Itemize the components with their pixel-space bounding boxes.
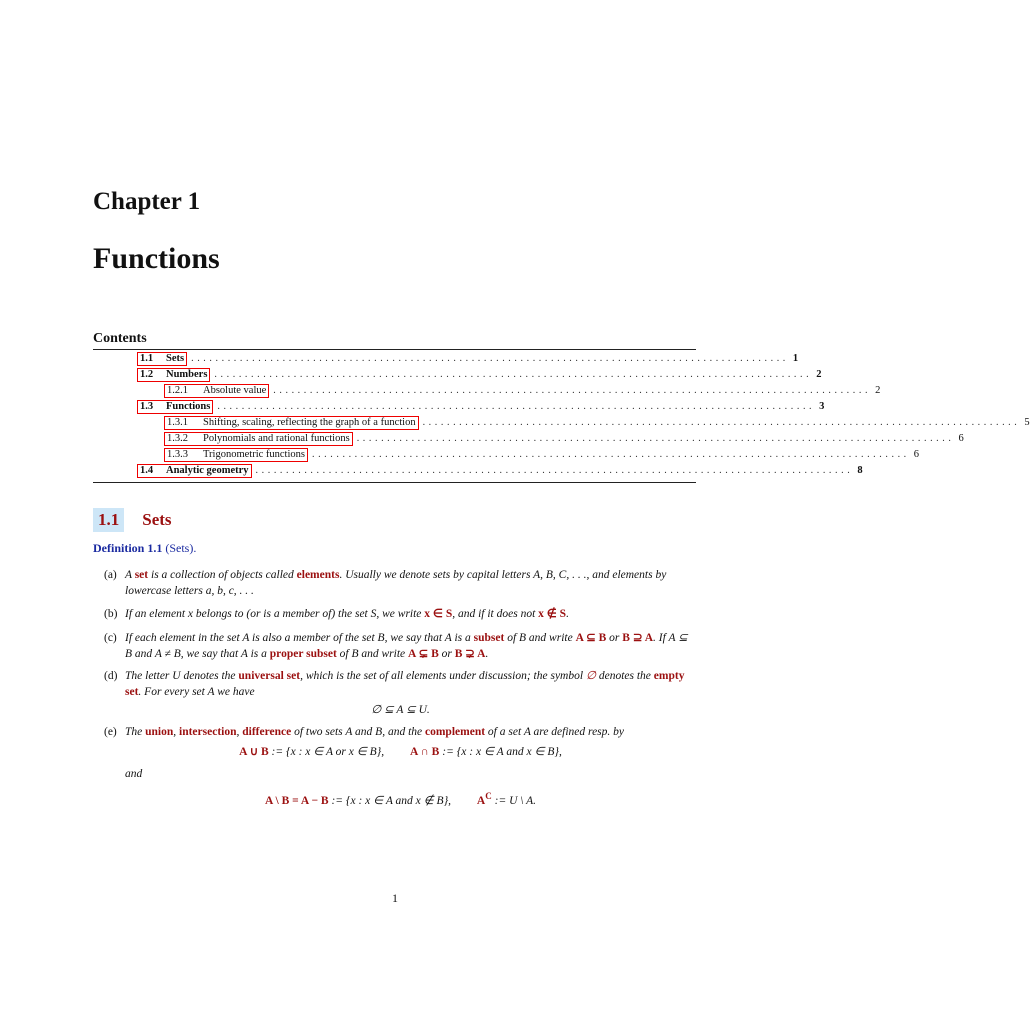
definition-label: Definition 1.1 xyxy=(93,541,163,555)
toc-link[interactable]: 1.2 Numbers xyxy=(137,368,210,382)
item-text: If each element in the set A is also a member of the set B, we say that A is a subset of B and write A ⊆ B or B ⊇ A. If A ⊆ B and A ≠ B, we say that A is a proper subset of B and write A ⊊ B or B ⊋ A. xyxy=(125,632,688,660)
toc-entry[interactable] xyxy=(137,367,822,382)
toc-page-number: 6 xyxy=(958,433,964,444)
toc-leader-dots: .................................................................................................. xyxy=(217,401,816,412)
section-title: Sets xyxy=(142,510,172,529)
display-equation: ∅ ⊆ A ⊆ U. xyxy=(371,704,430,716)
toc-page-number: 5 xyxy=(1024,417,1030,428)
section-number: 1.1 xyxy=(93,508,124,532)
item-label: (d) xyxy=(104,670,118,682)
definition-item-e xyxy=(104,724,697,809)
toc-entry[interactable] xyxy=(164,383,881,398)
toc-entry[interactable] xyxy=(137,351,799,366)
toc-link[interactable]: 1.3.2 Polynomials and rational functions xyxy=(164,432,353,446)
toc-leader-dots: .................................................................................................. xyxy=(214,369,813,380)
toc-leader-dots: .................................................................................................. xyxy=(356,433,955,444)
definition-heading xyxy=(93,541,196,556)
section-heading xyxy=(93,508,172,532)
toc-leader-dots: .................................................................................................. xyxy=(191,353,789,364)
toc-page-number: 2 xyxy=(816,369,822,380)
item-label: (c) xyxy=(104,632,117,644)
toc-leader-dots: .................................................................................................. xyxy=(422,417,1021,428)
item-text: and xyxy=(125,768,143,780)
toc-entry[interactable] xyxy=(137,463,863,478)
definition-item-d xyxy=(104,668,697,718)
definition-item-c xyxy=(104,630,697,662)
display-equation: A \ B = A − B := {x : x ∈ A and x ∉ B}, $A^C$ := U \ A. xyxy=(264,791,537,807)
item-label: (b) xyxy=(104,608,118,620)
item-label: (e) xyxy=(104,726,117,738)
display-equation: A ∪ B := {x : x ∈ A or x ∈ B}, A ∩ B := {x : x ∈ A and x ∈ B}, xyxy=(239,746,562,758)
definition-name: (Sets). xyxy=(165,541,197,555)
item-text: A set is a collection of objects called elements. Usually we denote sets by capital letters A, B, C, . . ., and elements by lowercase letters a, b, c, . . . xyxy=(125,569,667,597)
toc-link[interactable]: 1.4 Analytic geometry xyxy=(137,464,252,478)
contents-heading: Contents xyxy=(93,331,147,346)
toc-page-number: 2 xyxy=(875,385,881,396)
toc-link[interactable]: 1.2.1 Absolute value xyxy=(164,384,269,398)
toc-link[interactable]: 1.3 Functions xyxy=(137,400,213,414)
toc-page-number: 3 xyxy=(819,401,825,412)
page-number: 1 xyxy=(392,891,398,905)
toc-entry[interactable] xyxy=(164,431,964,446)
definition-item-a xyxy=(104,567,697,599)
toc-entry[interactable] xyxy=(137,399,825,414)
chapter-label: Chapter 1 xyxy=(93,188,201,215)
toc-link[interactable]: 1.3.1 Shifting, scaling, reflecting the graph of a function xyxy=(164,416,419,430)
item-text: The union, intersection, difference of two sets A and B, and the complement of a set A are defined resp. by xyxy=(125,726,624,738)
toc-page-number: 8 xyxy=(857,465,863,476)
toc-page-number: 1 xyxy=(792,353,799,364)
toc-link[interactable]: 1.3.3 Trigonometric functions xyxy=(164,448,308,462)
item-text: The letter U denotes the universal set, which is the set of all elements under discussion; the symbol ∅ denotes the empty set. For every set A we have xyxy=(125,670,685,698)
toc-entry[interactable] xyxy=(164,415,1030,430)
toc-page-number: 6 xyxy=(913,449,920,460)
toc-leader-dots: .................................................................................................. xyxy=(311,449,910,460)
toc-link[interactable]: 1.1 Sets xyxy=(137,352,187,366)
chapter-title: Functions xyxy=(93,242,220,275)
toc-entry[interactable] xyxy=(164,447,920,462)
item-text: If an element x belongs to (or is a member of) the set S, we write x ∈ S, and if it does not x ∉ S. xyxy=(125,608,569,620)
contents-top-rule xyxy=(93,349,696,350)
toc-leader-dots: .................................................................................................. xyxy=(273,385,872,396)
item-label: (a) xyxy=(104,569,117,581)
definition-item-b xyxy=(104,606,697,622)
contents-bottom-rule xyxy=(93,482,696,483)
toc-leader-dots: .................................................................................................. xyxy=(255,465,854,476)
